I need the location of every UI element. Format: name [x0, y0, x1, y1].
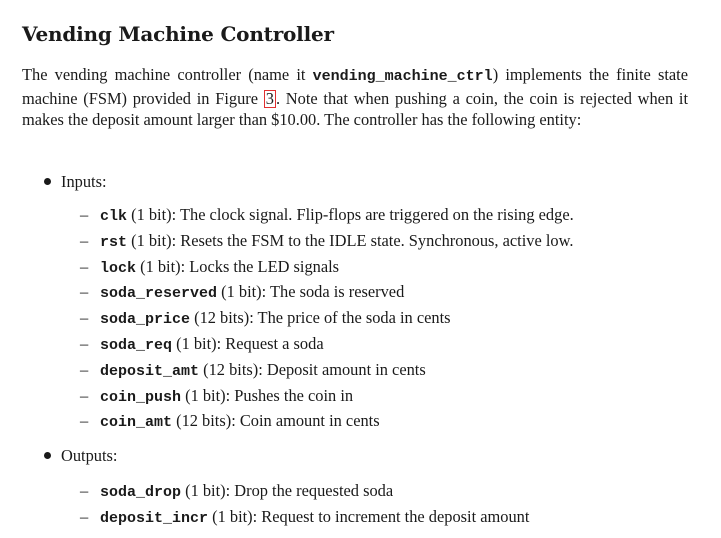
- bullet-icon: [44, 452, 51, 459]
- outputs-heading: [44, 446, 117, 466]
- signal-name: rst: [100, 233, 128, 251]
- signal-description: (1 bit): The soda is reserved: [217, 282, 405, 302]
- intro-text-3: . Note that when pushing a coin, the coin is rejected when it makes the deposit amount larger than $10.00. The controller has the following entity:: [22, 88, 688, 129]
- list-item: [80, 202, 574, 228]
- dash-icon: –: [80, 256, 89, 276]
- signal-name: lock: [100, 259, 137, 277]
- list-item: [80, 383, 574, 409]
- dash-icon: –: [80, 506, 89, 526]
- signal-description: (1 bit): Request to increment the deposit amount: [208, 506, 530, 526]
- signal-name: clk: [100, 208, 128, 225]
- bullet-icon: [44, 178, 51, 185]
- dash-icon: –: [80, 308, 89, 328]
- outputs-list: [80, 478, 529, 530]
- dash-icon: –: [80, 359, 89, 379]
- intro-text-2: ) implements the finite state machine (FSM) provided in Figure: [22, 65, 688, 108]
- list-item: [80, 504, 529, 530]
- entity-name: vending_machine_ctrl: [312, 68, 493, 85]
- dash-icon: –: [80, 230, 89, 250]
- signal-name: deposit_incr: [100, 509, 209, 527]
- dash-icon: –: [80, 282, 89, 302]
- intro-text-1: The vending machine controller (name it: [22, 65, 313, 84]
- signal-name: soda_req: [100, 336, 173, 354]
- signal-description: (1 bit): The clock signal. Flip-flops are triggered on the rising edge.: [127, 205, 574, 224]
- signal-description: (1 bit): Resets the FSM to the IDLE state. Synchronous, active low.: [127, 230, 574, 250]
- signal-description: (1 bit): Locks the LED signals: [136, 256, 340, 276]
- list-item: [80, 228, 574, 254]
- figure-reference-link[interactable]: 3: [265, 88, 274, 108]
- list-item: [80, 254, 574, 280]
- dash-icon: –: [80, 205, 89, 224]
- signal-name: soda_reserved: [100, 285, 218, 303]
- list-item: [80, 478, 529, 504]
- inputs-label: Inputs:: [61, 172, 107, 191]
- list-item: [80, 331, 574, 357]
- signal-name: soda_price: [100, 311, 191, 329]
- signal-description: (12 bits): Coin amount in cents: [172, 411, 380, 431]
- signal-description: (1 bit): Drop the requested soda: [181, 481, 394, 500]
- dash-icon: –: [80, 411, 89, 431]
- dash-icon: –: [80, 333, 89, 353]
- outputs-label: Outputs:: [61, 446, 118, 465]
- signal-name: coin_push: [100, 388, 182, 406]
- dash-icon: –: [80, 481, 89, 500]
- list-item: [80, 408, 574, 434]
- signal-description: (12 bits): The price of the soda in cents: [190, 308, 451, 328]
- inputs-list: [80, 202, 574, 434]
- intro-paragraph: [22, 64, 688, 131]
- signal-name: soda_drop: [100, 484, 182, 501]
- signal-description: (1 bit): Pushes the coin in: [181, 385, 354, 405]
- list-item: [80, 279, 574, 305]
- signal-name: coin_amt: [100, 414, 173, 432]
- signal-description: (1 bit): Request a soda: [172, 333, 324, 353]
- inputs-heading: [44, 172, 107, 192]
- list-item: [80, 305, 574, 331]
- signal-description: (12 bits): Deposit amount in cents: [199, 359, 426, 379]
- section-title: Vending Machine Controller: [22, 22, 334, 46]
- signal-name: deposit_amt: [100, 362, 200, 380]
- list-item: [80, 357, 574, 383]
- dash-icon: –: [80, 385, 89, 405]
